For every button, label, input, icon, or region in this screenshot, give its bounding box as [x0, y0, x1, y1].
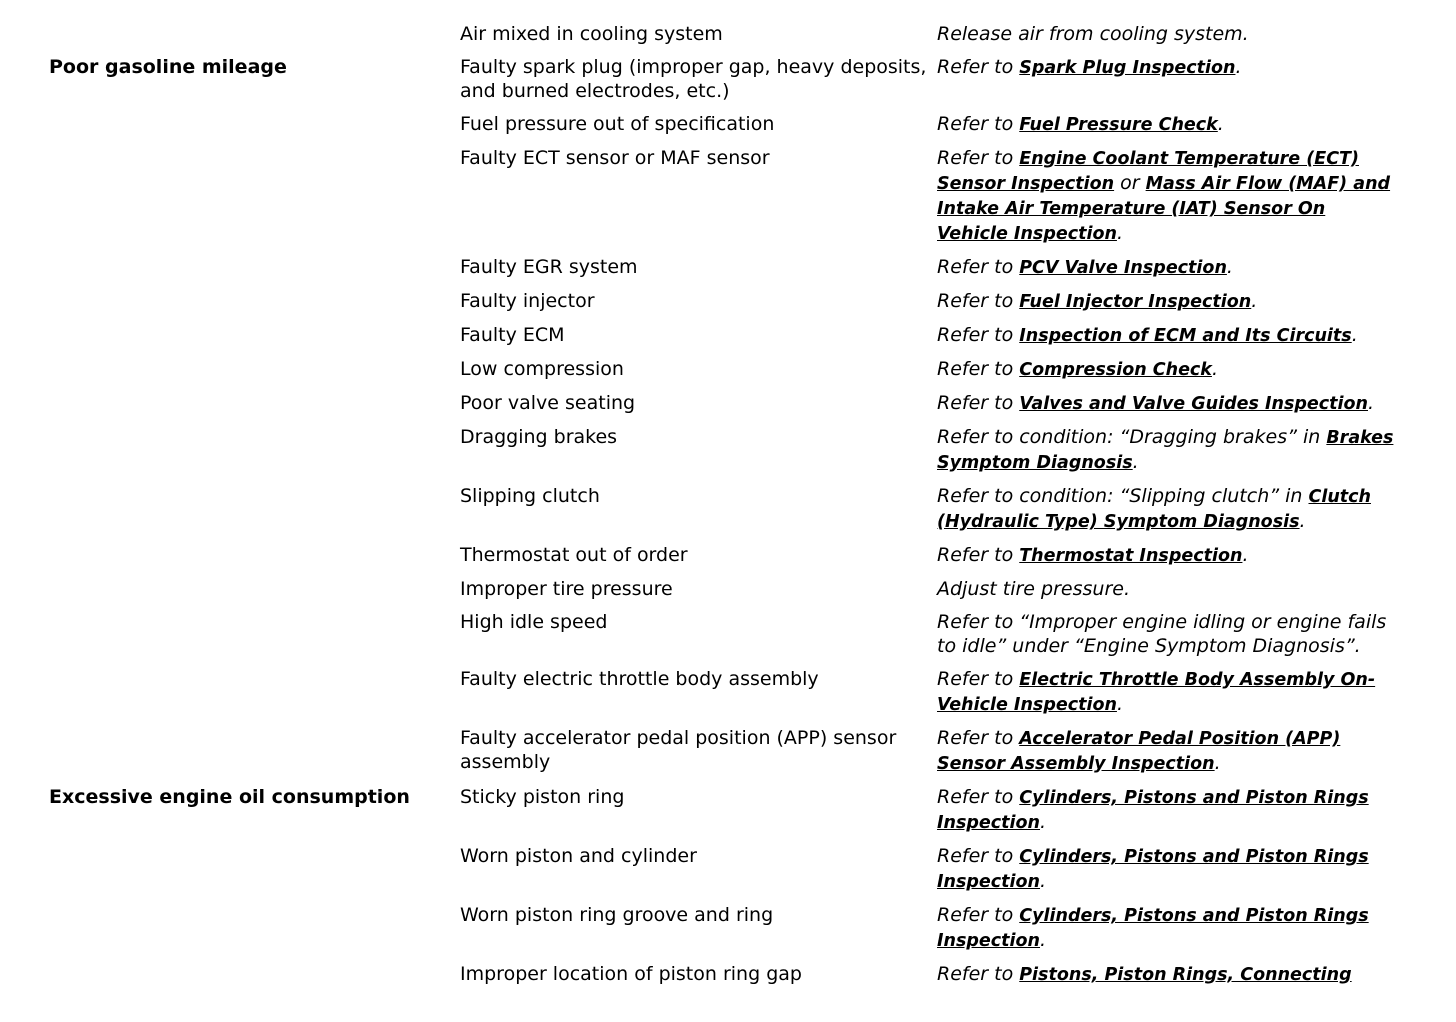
correction-cell [933, 575, 1405, 608]
reference-link[interactable]: Inspection of ECM and Its Circuits [1019, 326, 1352, 346]
correction-suffix: . [1116, 693, 1123, 715]
condition-cell [45, 144, 456, 253]
condition-cell [45, 20, 456, 53]
possible-cause-cell: Improper tire pressure [460, 578, 673, 600]
condition-cell [45, 608, 456, 665]
possible-cause-cell: Improper location of piston ring gap [460, 963, 802, 985]
possible-cause-cell: Air mixed in cooling system [460, 23, 723, 45]
table-row [45, 960, 1405, 994]
diagnosis-table [45, 20, 1405, 994]
correction-suffix: . [1040, 870, 1047, 892]
correction-suffix: . [1226, 256, 1233, 278]
table-row [45, 144, 1405, 253]
reference-link[interactable]: Electric Throttle Body Assembly On-Vehicle Inspection [937, 670, 1376, 715]
correction-prefix: Refer to condition: “Slipping clutch” in [937, 485, 1309, 507]
table-row [45, 53, 1405, 110]
correction-cell [933, 20, 1405, 53]
condition-cell [45, 901, 456, 960]
reference-link[interactable]: Accelerator Pedal Position (APP) Sensor Assembly Inspection [937, 729, 1341, 774]
correction-prefix: Refer to [937, 290, 1020, 312]
reference-link[interactable]: Fuel Pressure Check [1019, 115, 1218, 135]
correction-prefix: Refer to [937, 324, 1020, 346]
possible-cause-cell: Worn piston and cylinder [460, 845, 697, 867]
condition-cell [45, 960, 456, 994]
reference-link[interactable]: PCV Valve Inspection [1019, 258, 1227, 278]
possible-cause-cell: Faulty electric throttle body assembly [460, 668, 819, 690]
condition-cell [45, 575, 456, 608]
condition-cell [45, 842, 456, 901]
table-row [45, 20, 1405, 53]
reference-link[interactable]: Cylinders, Pistons and Piston Rings Inspection [937, 788, 1369, 833]
reference-link[interactable]: Thermostat Inspection [1019, 546, 1243, 566]
reference-link[interactable]: Fuel Injector Inspection [1019, 292, 1252, 312]
possible-cause-cell: Faulty ECM [460, 324, 565, 346]
reference-link[interactable]: Cylinders, Pistons and Piston Rings Inspection [937, 906, 1369, 951]
possible-cause-cell: Faulty EGR system [460, 256, 638, 278]
table-row [45, 665, 1405, 724]
correction-suffix: . [1040, 929, 1047, 951]
possible-cause-cell: Faulty spark plug (improper gap, heavy deposits, and burned electrodes, etc.) [460, 56, 927, 102]
correction-suffix: . [1242, 544, 1249, 566]
correction-prefix: Refer to [937, 963, 1020, 985]
condition-cell [45, 389, 456, 423]
correction-cell [933, 423, 1405, 482]
table-row [45, 482, 1405, 541]
correction-suffix: . [1040, 811, 1047, 833]
correction-cell [933, 482, 1405, 541]
possible-cause-cell: High idle speed [460, 611, 608, 633]
condition-cell [45, 665, 456, 724]
correction-cell [933, 608, 1405, 665]
possible-cause-cell: Low compression [460, 358, 624, 380]
correction-text: Release air from cooling system. [937, 23, 1249, 45]
reference-link[interactable]: Engine Coolant Temperature (ECT) Sensor Inspection [937, 149, 1359, 194]
correction-prefix: Refer to [937, 544, 1020, 566]
table-row [45, 901, 1405, 960]
reference-link[interactable]: Pistons, Piston Rings, Connecting [1019, 965, 1352, 985]
table-row [45, 389, 1405, 423]
reference-link[interactable]: Valves and Valve Guides Inspection [1019, 394, 1368, 414]
correction-suffix: . [1251, 290, 1258, 312]
correction-prefix: Refer to [937, 358, 1020, 380]
possible-cause-cell: Sticky piston ring [460, 786, 625, 808]
correction-text: Adjust tire pressure. [937, 578, 1130, 600]
reference-link[interactable]: Brakes Symptom Diagnosis [937, 428, 1394, 473]
correction-prefix: Refer to [937, 56, 1020, 78]
correction-suffix: . [1116, 222, 1123, 244]
correction-suffix: . [1217, 113, 1224, 135]
table-row [45, 575, 1405, 608]
possible-cause-cell: Faulty injector [460, 290, 595, 312]
condition-cell: Excessive engine oil consumption [49, 786, 410, 808]
reference-link[interactable]: Clutch (Hydraulic Type) Symptom Diagnosis [937, 487, 1371, 532]
correction-suffix: . [1368, 392, 1375, 414]
table-row [45, 287, 1405, 321]
table-row [45, 355, 1405, 389]
correction-prefix: Refer to [937, 845, 1020, 867]
correction-prefix: Refer to [937, 147, 1020, 169]
correction-prefix: Refer to [937, 113, 1020, 135]
correction-cell [933, 321, 1405, 355]
correction-prefix: Refer to [937, 904, 1020, 926]
correction-cell [933, 253, 1405, 287]
correction-text: Refer to “Improper engine idling or engine fails to idle” under “Engine Symptom Diagnosis”. [937, 611, 1387, 657]
correction-cell [933, 144, 1405, 253]
condition-cell [45, 253, 456, 287]
correction-suffix: . [1211, 358, 1218, 380]
correction-cell [933, 53, 1405, 110]
condition-cell [45, 355, 456, 389]
possible-cause-cell: Thermostat out of order [460, 544, 688, 566]
condition-cell [45, 110, 456, 144]
table-row [45, 783, 1405, 842]
reference-link[interactable]: Cylinders, Pistons and Piston Rings Inspection [937, 847, 1369, 892]
correction-prefix: Refer to [937, 786, 1020, 808]
correction-suffix: . [1214, 752, 1221, 774]
correction-prefix: Refer to [937, 392, 1020, 414]
correction-suffix: . [1235, 56, 1242, 78]
correction-prefix: Refer to [937, 727, 1020, 749]
table-row [45, 608, 1405, 665]
condition-cell [45, 423, 456, 482]
correction-cell [933, 541, 1405, 575]
condition-cell [45, 321, 456, 355]
possible-cause-cell: Dragging brakes [460, 426, 618, 448]
table-row [45, 541, 1405, 575]
table-row [45, 321, 1405, 355]
possible-cause-cell: Slipping clutch [460, 485, 600, 507]
possible-cause-cell: Fuel pressure out of specification [460, 113, 775, 135]
table-row [45, 423, 1405, 482]
correction-prefix: Refer to [937, 668, 1020, 690]
correction-prefix: Refer to [937, 256, 1020, 278]
table-row [45, 842, 1405, 901]
correction-cell [933, 901, 1405, 960]
correction-cell [933, 842, 1405, 901]
correction-cell [933, 724, 1405, 783]
correction-cell [933, 287, 1405, 321]
table-row [45, 253, 1405, 287]
correction-cell [933, 665, 1405, 724]
correction-cell [933, 389, 1405, 423]
correction-cell [933, 110, 1405, 144]
diagnosis-rows [45, 20, 1405, 994]
table-row [45, 110, 1405, 144]
condition-cell [45, 541, 456, 575]
correction-suffix: . [1132, 451, 1139, 473]
correction-suffix: . [1299, 510, 1306, 532]
condition-cell [45, 724, 456, 783]
condition-cell [45, 287, 456, 321]
correction-cell [933, 783, 1405, 842]
possible-cause-cell: Faulty ECT sensor or MAF sensor [460, 147, 770, 169]
correction-suffix: . [1351, 324, 1358, 346]
possible-cause-cell: Faulty accelerator pedal position (APP) sensor assembly [460, 727, 897, 773]
possible-cause-cell: Poor valve seating [460, 392, 636, 414]
correction-connector: or [1114, 172, 1146, 194]
correction-prefix: Refer to condition: “Dragging brakes” in [937, 426, 1327, 448]
condition-cell [45, 482, 456, 541]
table-row [45, 724, 1405, 783]
reference-link[interactable]: Mass Air Flow (MAF) and Intake Air Temperature (IAT) Sensor On Vehicle Inspection [937, 174, 1391, 244]
correction-cell [933, 355, 1405, 389]
correction-cell [933, 960, 1405, 994]
reference-link[interactable]: Spark Plug Inspection [1019, 58, 1236, 78]
possible-cause-cell: Worn piston ring groove and ring [460, 904, 774, 926]
reference-link[interactable]: Compression Check [1019, 360, 1212, 380]
condition-cell: Poor gasoline mileage [49, 56, 287, 78]
